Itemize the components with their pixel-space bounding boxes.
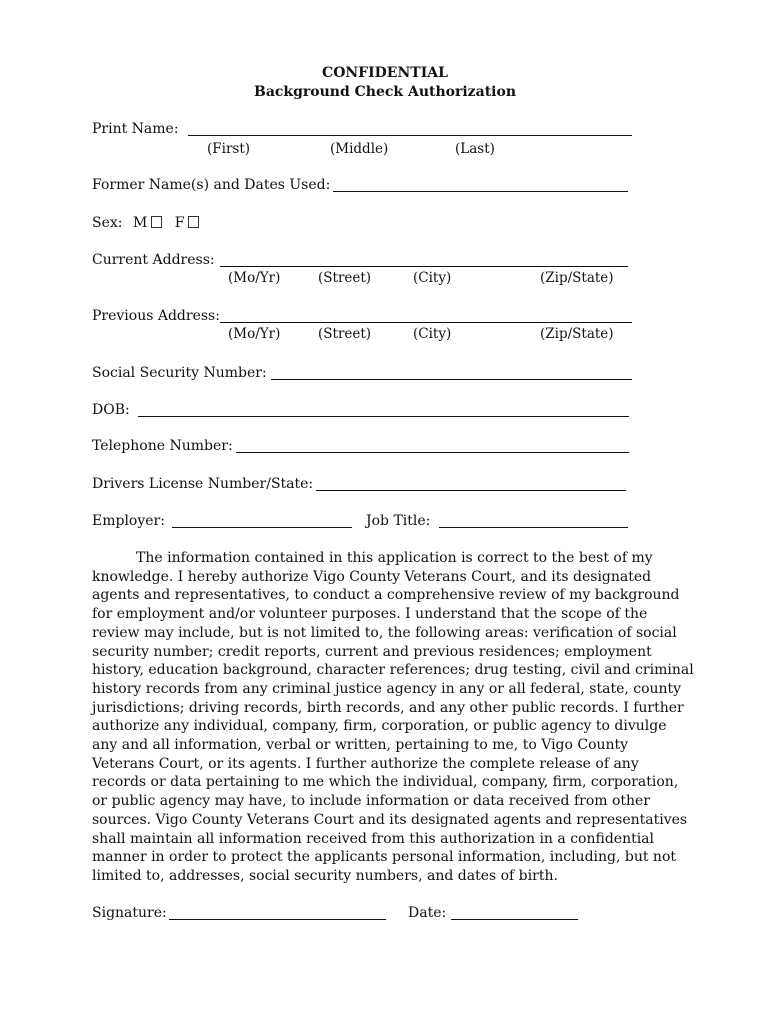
dob-field[interactable]: [138, 416, 629, 417]
employer-field[interactable]: [172, 527, 352, 528]
paragraph-line: or public agency may have, to include information or data received from other: [92, 793, 651, 810]
sex-label: Sex:: [92, 215, 123, 231]
ssn-field[interactable]: [271, 379, 632, 380]
first-name-caption: (First): [207, 141, 251, 157]
current-address-field[interactable]: [220, 266, 628, 267]
sex-row: [92, 215, 201, 231]
current-city-caption: (City): [413, 270, 452, 286]
sex-m-checkbox[interactable]: [151, 216, 162, 228]
paragraph-line: history records from any criminal justice agency in any or all federal, state, county: [92, 680, 682, 697]
paragraph-line: review may include, but is not limited to, the following areas: verification of social: [92, 624, 677, 641]
current-zipstate-caption: (Zip/State): [540, 270, 614, 286]
telephone-label: Telephone Number:: [92, 438, 233, 454]
previous-moyr-caption: (Mo/Yr): [228, 326, 281, 342]
telephone-field[interactable]: [236, 452, 629, 453]
signature-label: Signature:: [92, 905, 167, 921]
print-name-label: Print Name:: [92, 121, 179, 137]
current-street-caption: (Street): [318, 270, 372, 286]
paragraph-line: records or data pertaining to me which the individual, company, firm, corporation,: [92, 774, 679, 791]
previous-address-field[interactable]: [220, 322, 632, 323]
paragraph-line: for employment and/or volunteer purposes. I understand that the scope of the: [92, 606, 648, 623]
date-label: Date:: [408, 905, 447, 921]
paragraph-line: sources. Vigo County Veterans Court and its designated agents and representatives: [92, 811, 688, 828]
date-field[interactable]: [451, 919, 578, 920]
last-name-caption: (Last): [455, 141, 495, 157]
middle-name-caption: (Middle): [330, 141, 389, 157]
paragraph-line: knowledge. I hereby authorize Vigo County Veterans Court, and its designated: [92, 568, 652, 585]
previous-street-caption: (Street): [318, 326, 372, 342]
sex-option-f-label: F: [174, 215, 185, 231]
paragraph-line: The information contained in this application is correct to the best of my: [136, 550, 653, 566]
current-address-label: Current Address:: [92, 252, 215, 268]
signature-field[interactable]: [169, 919, 386, 920]
paragraph-line: manner in order to protect the applicants personal information, including, but not: [92, 849, 677, 866]
former-names-label: Former Name(s) and Dates Used:: [92, 177, 331, 193]
drivers-license-label: Drivers License Number/State:: [92, 476, 314, 492]
previous-city-caption: (City): [413, 326, 452, 342]
sex-f-checkbox[interactable]: [188, 216, 199, 228]
page-title: CONFIDENTIAL: [322, 65, 448, 81]
paragraph-line: any and all information, verbal or written, pertaining to me, to Vigo County: [92, 737, 629, 754]
dob-label: DOB:: [92, 402, 130, 418]
sex-option-m-label: M: [132, 215, 148, 231]
paragraph-line: jurisdictions; driving records, birth records, and any other public records. I further: [92, 699, 684, 716]
job-title-label: Job Title:: [366, 513, 431, 529]
former-names-field[interactable]: [333, 191, 628, 192]
current-moyr-caption: (Mo/Yr): [228, 270, 281, 286]
paragraph-line: shall maintain all information received from this authorization in a confidential: [92, 830, 655, 847]
job-title-field[interactable]: [439, 527, 628, 528]
paragraph-line: history, education background, character references; drug testing, civil and criminal: [92, 662, 694, 679]
previous-zipstate-caption: (Zip/State): [540, 326, 614, 342]
paragraph-line: limited to, addresses, social security numbers, and dates of birth.: [92, 867, 558, 884]
previous-address-label: Previous Address:: [92, 308, 220, 324]
ssn-label: Social Security Number:: [92, 365, 267, 381]
paragraph-line: security number; credit reports, current and previous residences; employment: [92, 643, 652, 660]
print-name-field[interactable]: [188, 135, 632, 136]
paragraph-line: agents and representatives, to conduct a comprehensive review of my background: [92, 587, 680, 604]
paragraph-line: authorize any individual, company, firm, corporation, or public agency to divulge: [92, 718, 667, 735]
authorization-paragraph: [92, 549, 694, 886]
paragraph-line: Veterans Court, or its agents. I further authorize the complete release of any: [92, 755, 639, 772]
page-subtitle: Background Check Authorization: [253, 84, 517, 100]
drivers-license-field[interactable]: [316, 490, 626, 491]
employer-label: Employer:: [92, 513, 165, 529]
